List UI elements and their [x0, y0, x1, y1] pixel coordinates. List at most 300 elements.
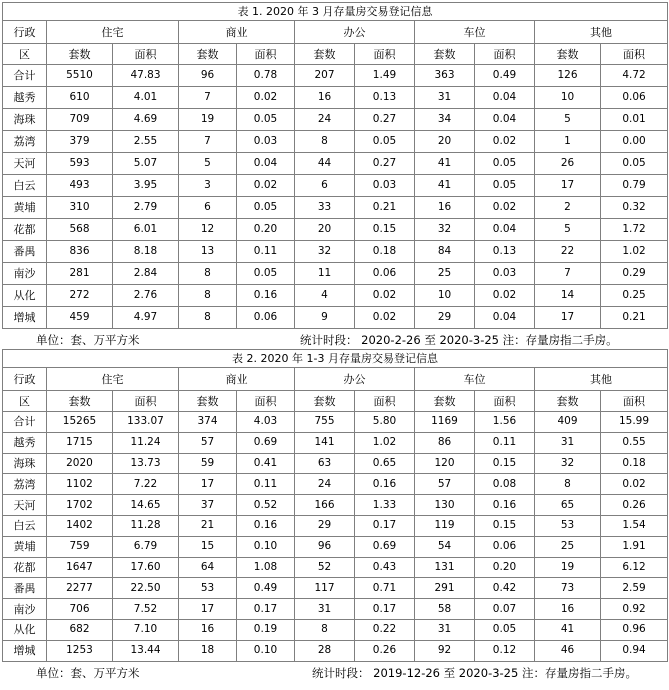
- area-cell: 0.20: [475, 557, 535, 578]
- area-cell: 0.15: [475, 453, 535, 474]
- count-cell: 64: [179, 557, 237, 578]
- count-cell: 41: [415, 153, 475, 175]
- count-cell: 19: [535, 557, 601, 578]
- count-cell: 568: [47, 219, 113, 241]
- area-cell: 0.04: [475, 87, 535, 109]
- table-row: [3, 599, 668, 620]
- table-2-title: 表 2. 2020 年 1-3 月存量房交易登记信息: [3, 350, 668, 368]
- count-cell: 5: [535, 109, 601, 131]
- sub-header-area: 面积: [601, 44, 668, 65]
- count-cell: 1715: [47, 432, 113, 453]
- area-cell: 11.24: [113, 432, 179, 453]
- district-name-cell: 合计: [3, 65, 47, 87]
- area-cell: 0.11: [237, 474, 295, 495]
- area-cell: 0.04: [475, 109, 535, 131]
- area-cell: 0.02: [237, 87, 295, 109]
- area-cell: 4.97: [113, 307, 179, 329]
- area-cell: 0.18: [355, 241, 415, 263]
- table-1-body: [3, 65, 668, 329]
- count-cell: 130: [415, 495, 475, 516]
- count-cell: 379: [47, 131, 113, 153]
- area-cell: 6.12: [601, 557, 668, 578]
- count-cell: 46: [535, 640, 601, 661]
- count-cell: 32: [535, 453, 601, 474]
- area-cell: 1.08: [237, 557, 295, 578]
- district-name-cell: 合计: [3, 412, 47, 433]
- district-header-bottom: 区: [3, 391, 47, 412]
- area-cell: 0.03: [475, 263, 535, 285]
- count-cell: 8: [179, 307, 237, 329]
- area-cell: 0.10: [237, 536, 295, 557]
- area-cell: 0.05: [355, 131, 415, 153]
- count-cell: 7: [535, 263, 601, 285]
- count-cell: 5: [179, 153, 237, 175]
- count-cell: 19: [179, 109, 237, 131]
- count-cell: 59: [179, 453, 237, 474]
- count-cell: 310: [47, 197, 113, 219]
- area-cell: 7.52: [113, 599, 179, 620]
- count-cell: 1102: [47, 474, 113, 495]
- area-cell: 6.79: [113, 536, 179, 557]
- count-cell: 14: [535, 285, 601, 307]
- count-cell: 15: [179, 536, 237, 557]
- area-cell: 0.32: [601, 197, 668, 219]
- count-cell: 9: [295, 307, 355, 329]
- district-name-cell: 越秀: [3, 87, 47, 109]
- area-cell: 47.83: [113, 65, 179, 87]
- district-name-cell: 白云: [3, 515, 47, 536]
- count-cell: 13: [179, 241, 237, 263]
- area-cell: 0.71: [355, 578, 415, 599]
- count-cell: 16: [179, 619, 237, 640]
- table-row: [3, 131, 668, 153]
- area-cell: 4.03: [237, 412, 295, 433]
- area-cell: 0.02: [355, 307, 415, 329]
- area-cell: 0.03: [237, 131, 295, 153]
- area-cell: 7.22: [113, 474, 179, 495]
- area-cell: 0.25: [601, 285, 668, 307]
- count-cell: 8: [295, 619, 355, 640]
- area-cell: 0.06: [475, 536, 535, 557]
- count-cell: 4: [295, 285, 355, 307]
- table-row: [3, 515, 668, 536]
- count-cell: 86: [415, 432, 475, 453]
- sub-header-area: 面积: [355, 391, 415, 412]
- area-cell: 0.04: [475, 307, 535, 329]
- area-cell: 7.10: [113, 619, 179, 640]
- area-cell: 13.44: [113, 640, 179, 661]
- count-cell: 593: [47, 153, 113, 175]
- district-name-cell: 黄埔: [3, 536, 47, 557]
- category-header: 其他: [535, 21, 668, 44]
- count-cell: 37: [179, 495, 237, 516]
- count-cell: 34: [415, 109, 475, 131]
- count-cell: 1702: [47, 495, 113, 516]
- count-cell: 63: [295, 453, 355, 474]
- table-1: [2, 2, 668, 329]
- category-header: 办公: [295, 368, 415, 391]
- area-cell: 0.96: [601, 619, 668, 640]
- count-cell: 166: [295, 495, 355, 516]
- count-cell: 291: [415, 578, 475, 599]
- area-cell: 5.07: [113, 153, 179, 175]
- area-cell: 0.05: [475, 153, 535, 175]
- area-cell: 0.49: [237, 578, 295, 599]
- table-row: [3, 474, 668, 495]
- area-cell: 0.11: [475, 432, 535, 453]
- district-name-cell: 越秀: [3, 432, 47, 453]
- table-row: [3, 412, 668, 433]
- area-cell: 1.54: [601, 515, 668, 536]
- count-cell: 41: [415, 175, 475, 197]
- sub-header-area: 面积: [237, 44, 295, 65]
- count-cell: 363: [415, 65, 475, 87]
- district-name-cell: 南沙: [3, 263, 47, 285]
- category-header: 住宅: [47, 368, 179, 391]
- area-cell: 11.28: [113, 515, 179, 536]
- category-header: 车位: [415, 21, 535, 44]
- area-cell: 0.00: [601, 131, 668, 153]
- area-cell: 0.65: [355, 453, 415, 474]
- count-cell: 709: [47, 109, 113, 131]
- count-cell: 28: [295, 640, 355, 661]
- area-cell: 0.05: [601, 153, 668, 175]
- area-cell: 0.06: [237, 307, 295, 329]
- count-cell: 2: [535, 197, 601, 219]
- district-name-cell: 天河: [3, 153, 47, 175]
- count-cell: 16: [415, 197, 475, 219]
- area-cell: 1.02: [601, 241, 668, 263]
- count-cell: 706: [47, 599, 113, 620]
- table-2-footer: [2, 662, 667, 682]
- count-cell: 17: [179, 599, 237, 620]
- category-header: 商业: [179, 21, 295, 44]
- table-row: [3, 197, 668, 219]
- count-cell: 1: [535, 131, 601, 153]
- sub-header-area: 面积: [601, 391, 668, 412]
- count-cell: 84: [415, 241, 475, 263]
- count-cell: 24: [295, 109, 355, 131]
- count-cell: 31: [415, 87, 475, 109]
- area-cell: 0.10: [237, 640, 295, 661]
- district-name-cell: 从化: [3, 285, 47, 307]
- area-cell: 0.16: [475, 495, 535, 516]
- sub-header-area: 面积: [355, 44, 415, 65]
- table-row: [3, 619, 668, 640]
- count-cell: 8: [179, 285, 237, 307]
- count-cell: 10: [535, 87, 601, 109]
- district-name-cell: 白云: [3, 175, 47, 197]
- area-cell: 0.41: [237, 453, 295, 474]
- area-cell: 0.69: [355, 536, 415, 557]
- table-1-footer: [2, 329, 667, 349]
- area-cell: 5.80: [355, 412, 415, 433]
- category-header: 商业: [179, 368, 295, 391]
- area-cell: 0.19: [237, 619, 295, 640]
- count-cell: 682: [47, 619, 113, 640]
- count-cell: 54: [415, 536, 475, 557]
- district-name-cell: 花都: [3, 557, 47, 578]
- count-cell: 8: [179, 263, 237, 285]
- area-cell: 1.49: [355, 65, 415, 87]
- count-cell: 459: [47, 307, 113, 329]
- count-cell: 17: [535, 175, 601, 197]
- table-1-title: 表 1. 2020 年 3 月存量房交易登记信息: [3, 3, 668, 21]
- area-cell: 0.21: [355, 197, 415, 219]
- area-cell: 4.69: [113, 109, 179, 131]
- count-cell: 16: [295, 87, 355, 109]
- count-cell: 32: [295, 241, 355, 263]
- area-cell: 0.01: [601, 109, 668, 131]
- table-row: [3, 432, 668, 453]
- area-cell: 0.17: [355, 515, 415, 536]
- area-cell: 0.08: [475, 474, 535, 495]
- count-cell: 53: [179, 578, 237, 599]
- area-cell: 0.49: [475, 65, 535, 87]
- table-row: [3, 65, 668, 87]
- table-row: [3, 453, 668, 474]
- area-cell: 0.22: [355, 619, 415, 640]
- count-cell: 15265: [47, 412, 113, 433]
- area-cell: 0.42: [475, 578, 535, 599]
- area-cell: 0.17: [237, 599, 295, 620]
- area-cell: 0.52: [237, 495, 295, 516]
- sub-header-count: 套数: [295, 391, 355, 412]
- table-row: [3, 495, 668, 516]
- area-cell: 1.56: [475, 412, 535, 433]
- count-cell: 52: [295, 557, 355, 578]
- district-name-cell: 海珠: [3, 453, 47, 474]
- district-name-cell: 海珠: [3, 109, 47, 131]
- area-cell: 2.55: [113, 131, 179, 153]
- area-cell: 0.29: [601, 263, 668, 285]
- count-cell: 119: [415, 515, 475, 536]
- sub-header-count: 套数: [179, 44, 237, 65]
- count-cell: 41: [535, 619, 601, 640]
- area-cell: 0.04: [237, 153, 295, 175]
- table-row: [3, 175, 668, 197]
- area-cell: 1.33: [355, 495, 415, 516]
- count-cell: 7: [179, 131, 237, 153]
- area-cell: 0.26: [355, 640, 415, 661]
- count-cell: 58: [415, 599, 475, 620]
- table-row: [3, 219, 668, 241]
- district-name-cell: 从化: [3, 619, 47, 640]
- district-name-cell: 花都: [3, 219, 47, 241]
- count-cell: 29: [295, 515, 355, 536]
- count-cell: 5: [535, 219, 601, 241]
- count-cell: 92: [415, 640, 475, 661]
- count-cell: 3: [179, 175, 237, 197]
- area-cell: 0.12: [475, 640, 535, 661]
- area-cell: 1.72: [601, 219, 668, 241]
- area-cell: 0.02: [601, 474, 668, 495]
- category-header: 住宅: [47, 21, 179, 44]
- count-cell: 1402: [47, 515, 113, 536]
- count-cell: 7: [179, 87, 237, 109]
- area-cell: 3.95: [113, 175, 179, 197]
- count-cell: 17: [179, 474, 237, 495]
- report-sheet: [2, 2, 667, 682]
- count-cell: 25: [535, 536, 601, 557]
- count-cell: 409: [535, 412, 601, 433]
- area-cell: 0.15: [355, 219, 415, 241]
- count-cell: 6: [179, 197, 237, 219]
- count-cell: 1169: [415, 412, 475, 433]
- area-cell: 0.02: [355, 285, 415, 307]
- count-cell: 65: [535, 495, 601, 516]
- count-cell: 8: [295, 131, 355, 153]
- area-cell: 17.60: [113, 557, 179, 578]
- area-cell: 0.21: [601, 307, 668, 329]
- area-cell: 0.13: [475, 241, 535, 263]
- table-row: [3, 241, 668, 263]
- table-row: [3, 557, 668, 578]
- area-cell: 0.92: [601, 599, 668, 620]
- sub-header-area: 面积: [475, 44, 535, 65]
- area-cell: 0.16: [355, 474, 415, 495]
- units-label: 单位：套、万平方米: [36, 333, 140, 347]
- area-cell: 0.06: [355, 263, 415, 285]
- district-header-top: 行政: [3, 21, 47, 44]
- count-cell: 10: [415, 285, 475, 307]
- count-cell: 131: [415, 557, 475, 578]
- area-cell: 4.72: [601, 65, 668, 87]
- area-cell: 2.59: [601, 578, 668, 599]
- sub-header-count: 套数: [295, 44, 355, 65]
- count-cell: 755: [295, 412, 355, 433]
- area-cell: 22.50: [113, 578, 179, 599]
- area-cell: 0.05: [237, 109, 295, 131]
- district-name-cell: 增城: [3, 307, 47, 329]
- area-cell: 0.05: [475, 619, 535, 640]
- area-cell: 6.01: [113, 219, 179, 241]
- category-header: 办公: [295, 21, 415, 44]
- count-cell: 120: [415, 453, 475, 474]
- area-cell: 0.02: [475, 197, 535, 219]
- sub-header-area: 面积: [237, 391, 295, 412]
- count-cell: 20: [295, 219, 355, 241]
- count-cell: 25: [415, 263, 475, 285]
- area-cell: 0.69: [237, 432, 295, 453]
- count-cell: 2020: [47, 453, 113, 474]
- count-cell: 6: [295, 175, 355, 197]
- sub-header-area: 面积: [113, 391, 179, 412]
- table-row: [3, 87, 668, 109]
- area-cell: 4.01: [113, 87, 179, 109]
- table-row: [3, 109, 668, 131]
- district-name-cell: 荔湾: [3, 474, 47, 495]
- count-cell: 73: [535, 578, 601, 599]
- count-cell: 11: [295, 263, 355, 285]
- area-cell: 2.79: [113, 197, 179, 219]
- count-cell: 53: [535, 515, 601, 536]
- area-cell: 0.79: [601, 175, 668, 197]
- area-cell: 0.18: [601, 453, 668, 474]
- category-header: 车位: [415, 368, 535, 391]
- area-cell: 0.07: [475, 599, 535, 620]
- sub-header-area: 面积: [113, 44, 179, 65]
- table-row: [3, 578, 668, 599]
- count-cell: 281: [47, 263, 113, 285]
- sub-header-count: 套数: [415, 44, 475, 65]
- district-name-cell: 番禺: [3, 241, 47, 263]
- sub-header-count: 套数: [535, 44, 601, 65]
- count-cell: 493: [47, 175, 113, 197]
- sub-header-count: 套数: [47, 44, 113, 65]
- table-row: [3, 307, 668, 329]
- area-cell: 2.84: [113, 263, 179, 285]
- district-name-cell: 南沙: [3, 599, 47, 620]
- count-cell: 117: [295, 578, 355, 599]
- count-cell: 17: [535, 307, 601, 329]
- count-cell: 32: [415, 219, 475, 241]
- table-2-body: [3, 412, 668, 662]
- area-cell: 0.06: [601, 87, 668, 109]
- count-cell: 374: [179, 412, 237, 433]
- area-cell: 0.78: [237, 65, 295, 87]
- count-cell: 29: [415, 307, 475, 329]
- count-cell: 20: [415, 131, 475, 153]
- units-label: 单位：套、万平方米: [36, 665, 140, 680]
- count-cell: 759: [47, 536, 113, 557]
- count-cell: 22: [535, 241, 601, 263]
- table-2: [2, 349, 668, 662]
- category-header: 其他: [535, 368, 668, 391]
- area-cell: 0.27: [355, 109, 415, 131]
- district-header-top: 行政: [3, 368, 47, 391]
- count-cell: 96: [295, 536, 355, 557]
- area-cell: 0.26: [601, 495, 668, 516]
- area-cell: 0.15: [475, 515, 535, 536]
- area-cell: 0.55: [601, 432, 668, 453]
- count-cell: 31: [415, 619, 475, 640]
- count-cell: 57: [179, 432, 237, 453]
- area-cell: 0.13: [355, 87, 415, 109]
- area-cell: 0.05: [237, 263, 295, 285]
- area-cell: 0.16: [237, 285, 295, 307]
- area-cell: 8.18: [113, 241, 179, 263]
- district-name-cell: 天河: [3, 495, 47, 516]
- area-cell: 0.05: [475, 175, 535, 197]
- area-cell: 0.02: [475, 285, 535, 307]
- district-name-cell: 黄埔: [3, 197, 47, 219]
- area-cell: 0.17: [355, 599, 415, 620]
- count-cell: 18: [179, 640, 237, 661]
- sub-header-area: 面积: [475, 391, 535, 412]
- area-cell: 0.43: [355, 557, 415, 578]
- area-cell: 0.02: [237, 175, 295, 197]
- count-cell: 5510: [47, 65, 113, 87]
- area-cell: 14.65: [113, 495, 179, 516]
- district-name-cell: 增城: [3, 640, 47, 661]
- area-cell: 133.07: [113, 412, 179, 433]
- sub-header-count: 套数: [415, 391, 475, 412]
- table-row: [3, 536, 668, 557]
- count-cell: 96: [179, 65, 237, 87]
- table-row: [3, 153, 668, 175]
- district-header-bottom: 区: [3, 44, 47, 65]
- area-cell: 0.16: [237, 515, 295, 536]
- area-cell: 0.03: [355, 175, 415, 197]
- count-cell: 44: [295, 153, 355, 175]
- count-cell: 12: [179, 219, 237, 241]
- count-cell: 272: [47, 285, 113, 307]
- sub-header-count: 套数: [535, 391, 601, 412]
- count-cell: 610: [47, 87, 113, 109]
- stat-period-note: 统计时段： 2020-2-26 至 2020-3-25 注：存量房指二手房。: [300, 333, 618, 347]
- sub-header-count: 套数: [179, 391, 237, 412]
